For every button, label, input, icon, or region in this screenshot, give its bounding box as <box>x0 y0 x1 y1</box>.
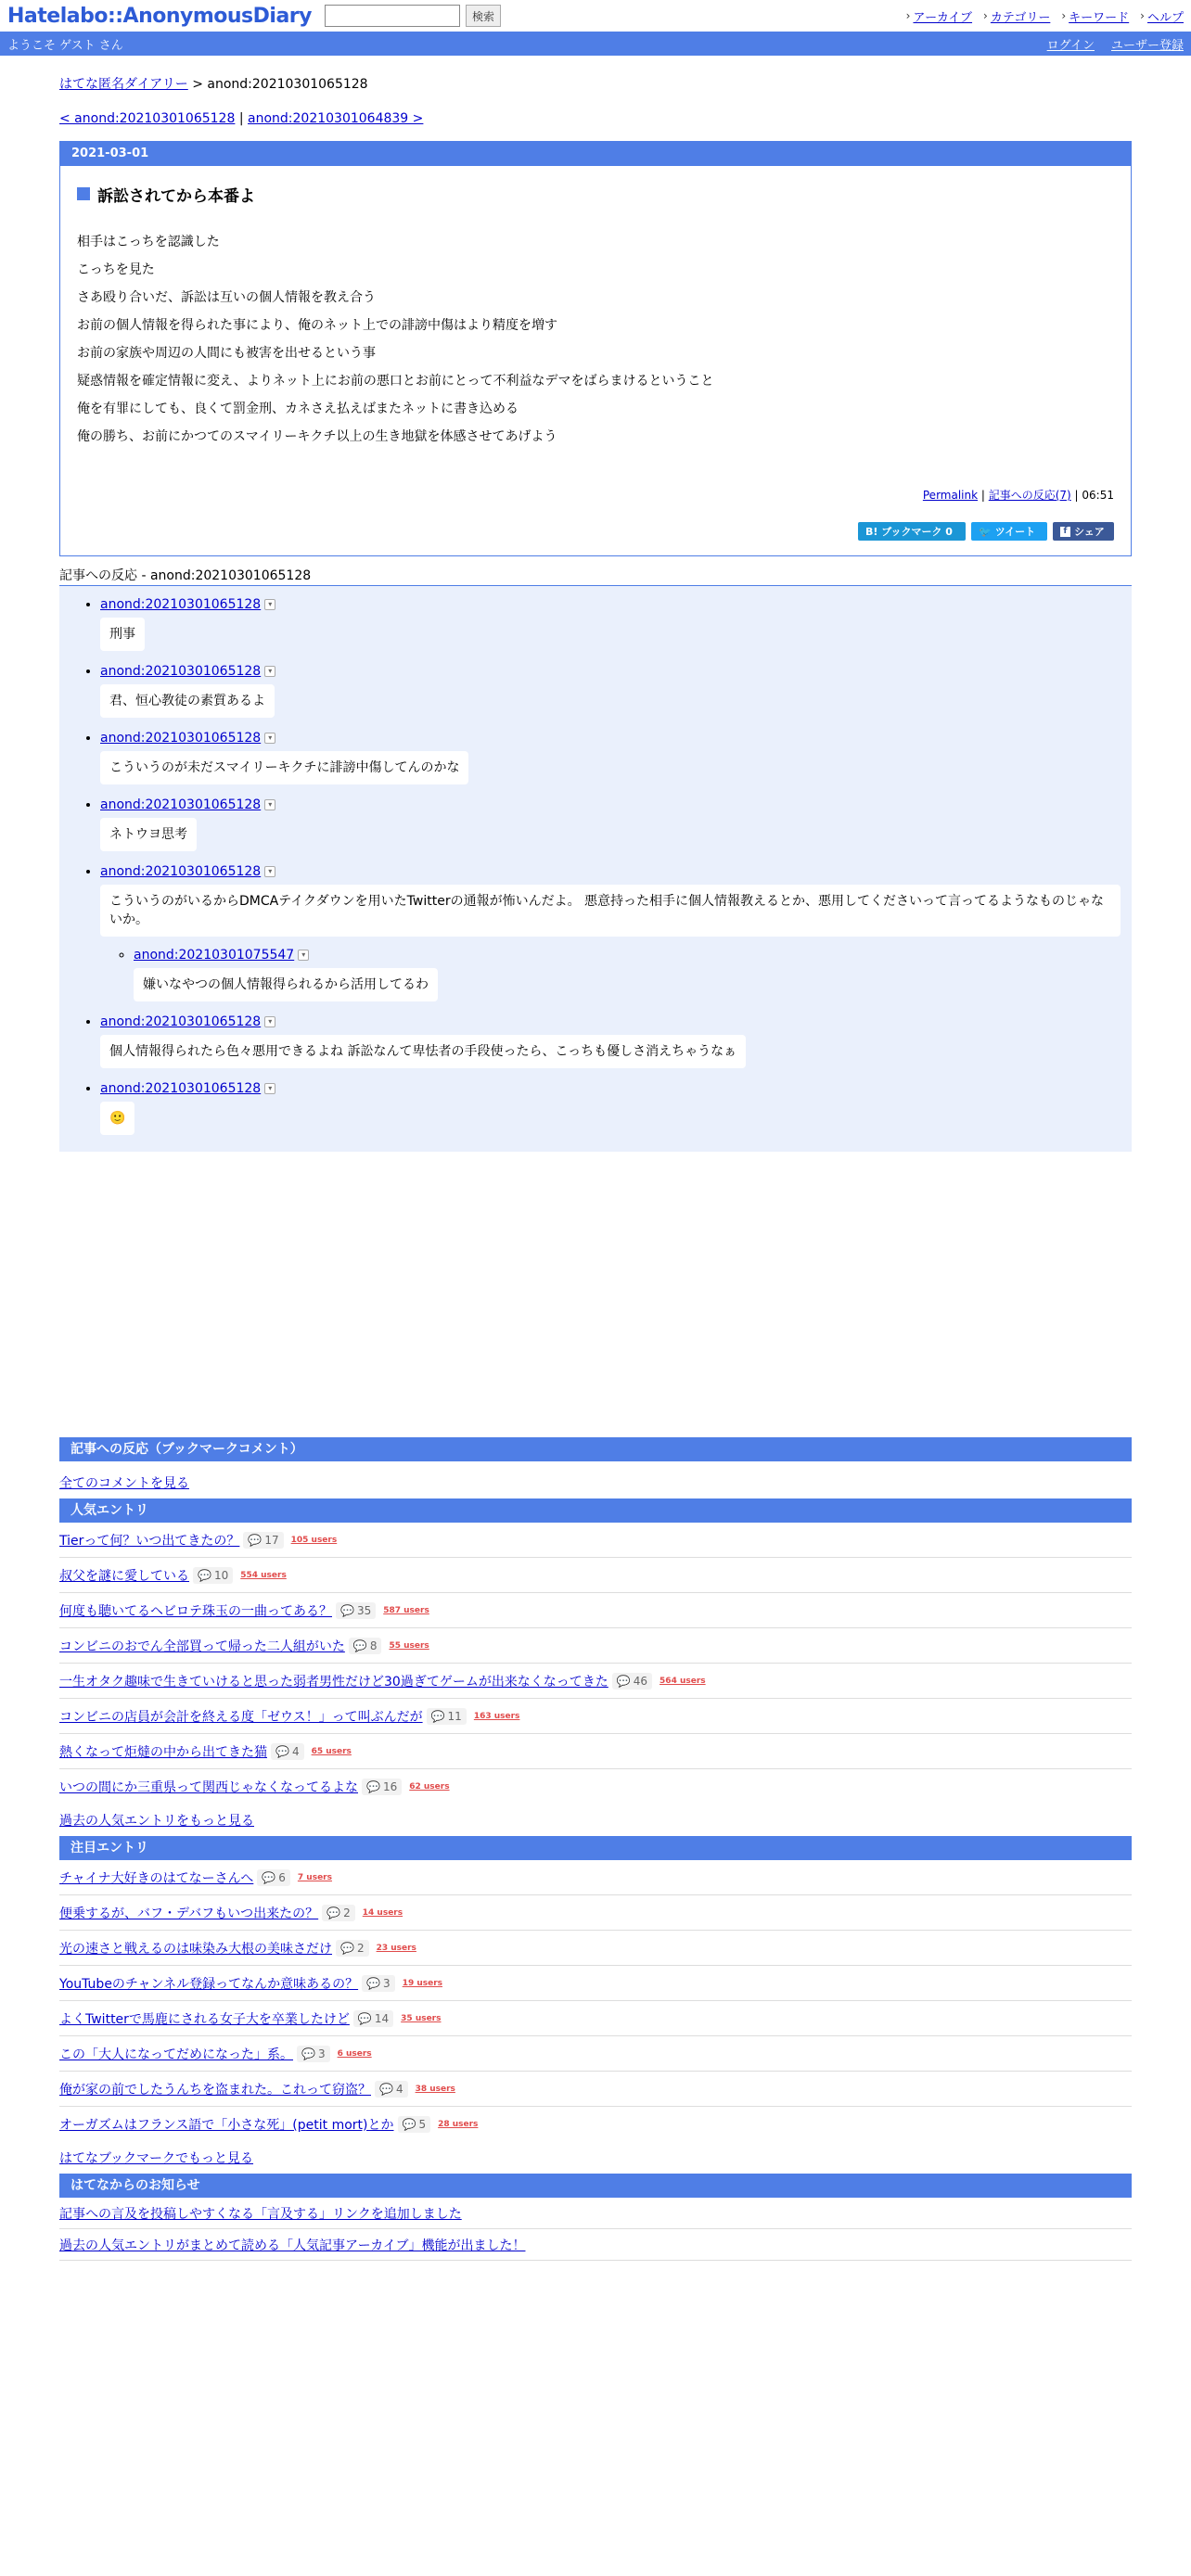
entry-time: 06:51 <box>1082 489 1114 502</box>
bookmark-users-badge[interactable]: 35 users <box>401 2013 442 2023</box>
speech-bubble-icon: 💬 <box>430 1709 445 1723</box>
bookmark-users-badge[interactable]: 6 users <box>337 2048 372 2059</box>
chevron-right-icon: › <box>983 9 988 22</box>
nav-help-link[interactable]: ヘルプ <box>1146 10 1184 25</box>
nav-keyword[interactable] <box>1061 7 1129 25</box>
chevron-down-icon[interactable]: ▾ <box>264 733 275 744</box>
comment-count-value: 2 <box>356 1941 365 1955</box>
speech-bubble-icon: 💬 <box>327 1906 341 1919</box>
news-link[interactable]: 過去の人気エントリがまとめて読める「人気記事アーカイブ」機能が出ました！ <box>59 2238 526 2253</box>
bookmark-users-badge[interactable]: 14 users <box>362 1907 403 1918</box>
attention-entries-heading: 注目エントリ <box>59 1836 1132 1860</box>
comment-count-value: 4 <box>291 1744 300 1758</box>
entry-row <box>59 1860 1132 1895</box>
speech-bubble-icon: 💬 <box>340 1603 354 1617</box>
comment-count-value: 16 <box>382 1780 398 1793</box>
entry-line: お前の個人情報を得られた事により、俺のネット上での誹謗中傷はより精度を増す <box>77 318 557 333</box>
tweet-button[interactable] <box>971 522 1047 541</box>
entry-row <box>59 1769 1132 1804</box>
comment-count-value: 3 <box>317 2047 326 2060</box>
comment-count-value: 35 <box>356 1603 372 1617</box>
comment-count[interactable] <box>322 1905 355 1921</box>
entry-link[interactable]: 叔父を謎に愛している <box>59 1568 189 1584</box>
news-item <box>59 2229 1132 2261</box>
reaction-text: ネトウヨ思考 <box>100 818 197 851</box>
reaction-link[interactable]: • anond:20210301065128 <box>100 664 262 679</box>
breadcrumb-home[interactable]: はてな匿名ダイアリー <box>59 77 188 92</box>
entry-line: さあ殴り合いだ、訴訟は互いの個人情報を教え合う <box>77 290 376 305</box>
entry-row <box>59 1734 1132 1769</box>
entry-row <box>59 1931 1132 1966</box>
bookmark-users-badge[interactable]: 62 users <box>409 1782 450 1792</box>
reactions-panel <box>59 586 1132 1152</box>
bookmark-users-badge[interactable]: 28 users <box>438 2120 479 2129</box>
breadcrumb-sep: > <box>187 77 208 92</box>
entry-row <box>59 1628 1132 1664</box>
chevron-down-icon[interactable]: ▾ <box>264 666 275 677</box>
comment-count-value: 3 <box>383 1976 391 1990</box>
comment-count[interactable] <box>362 1779 402 1795</box>
entry-footer: Permalink | 記事への反応(7) | 06:51 <box>922 489 1114 502</box>
entry-link[interactable]: オーガズムはフランス語で「小さな死」(petit mort)とか <box>59 2118 394 2133</box>
entry-pager <box>59 111 1132 130</box>
bookmark-users-badge[interactable]: 564 users <box>660 1676 706 1686</box>
speech-bubble-icon: 💬 <box>352 1639 367 1652</box>
reaction-text: 🙂 <box>100 1102 134 1135</box>
reaction-link[interactable]: ◦ anond:20210301075547 <box>134 948 295 963</box>
entry-link[interactable]: コンビニの店員が会計を終える度「ゼウス！」って叫ぶんだが <box>59 1709 423 1725</box>
reaction-link[interactable]: • anond:20210301065128 <box>100 731 262 746</box>
reaction-link[interactable]: • anond:20210301065128 <box>100 797 262 812</box>
popular-entries-list <box>59 1523 1132 1804</box>
prev-entry-link[interactable]: < anond:20210301065128 <box>59 111 236 126</box>
all-comments-link[interactable]: 全てのコメントを見る <box>59 1476 189 1491</box>
speech-bubble-icon: 💬 <box>616 1674 631 1688</box>
entry-link[interactable]: よくTwitterで馬鹿にされる女子大を卒業したけど <box>59 2011 350 2027</box>
entry-title <box>77 183 1131 205</box>
comment-count[interactable] <box>243 1532 283 1549</box>
comment-count-value: 2 <box>343 1906 351 1919</box>
chevron-down-icon[interactable]: ▾ <box>264 1016 275 1027</box>
speech-bubble-icon: 💬 <box>366 1780 380 1793</box>
attention-entries-list <box>59 1860 1132 2142</box>
reaction-item <box>100 796 1132 851</box>
bookmark-users-badge[interactable]: 38 users <box>415 2084 455 2094</box>
site-logo[interactable]: Hatelabo::AnonymousDiary <box>7 4 312 28</box>
reaction-text: 刑事 <box>100 618 145 651</box>
comment-count-value: 46 <box>633 1674 648 1688</box>
speech-bubble-icon: 💬 <box>275 1744 289 1758</box>
entry-row <box>59 1558 1132 1593</box>
entry-link[interactable]: 光の速さと戦えるのは味染み大根の美味さだけ <box>59 1941 332 1957</box>
nav-archive-link[interactable]: アーカイブ <box>913 10 973 25</box>
speech-bubble-icon: 💬 <box>402 2118 416 2131</box>
diary-entry <box>59 141 1132 556</box>
comment-count-value: 5 <box>418 2118 427 2131</box>
entry-link[interactable]: 熱くなって炬燵の中から出てきた猫 <box>59 1744 267 1760</box>
comment-count[interactable] <box>612 1673 652 1690</box>
entry-link[interactable]: Tierって何？いつ出てきたの？ <box>59 1533 240 1549</box>
entry-line: 疑惑情報を確定情報に変え、よりネット上にお前の悪口とお前にとって不利益なデマをばらまけるということ <box>77 374 714 389</box>
global-nav <box>906 7 1184 25</box>
speech-bubble-icon: 💬 <box>262 1870 276 1884</box>
comment-count[interactable] <box>362 1975 395 1992</box>
entry-line: 俺を有罪にしても、良くて罰金刑、カネさえ払えばまたネットに書き込める <box>77 402 519 416</box>
entry-line: 俺の勝ち、お前にかつてのスマイリーキクチ以上の生き地獄を体感させてあげよう <box>77 429 557 444</box>
pager-sep: | <box>235 111 249 126</box>
comment-count-value: 11 <box>447 1709 462 1723</box>
entry-line: こっちを見た <box>77 262 155 277</box>
speech-bubble-icon: 💬 <box>357 2011 372 2025</box>
entry-date: 2021-03-01 <box>60 142 1131 166</box>
welcome-text: ようこそ ゲスト さん <box>7 38 123 53</box>
square-bullet-icon <box>77 187 90 200</box>
speech-bubble-icon: 💬 <box>301 2047 315 2060</box>
bookmark-users-badge[interactable]: 587 users <box>383 1605 429 1615</box>
breadcrumb-current: anond:20210301065128 <box>207 77 368 92</box>
next-entry-link[interactable]: anond:20210301064839 > <box>248 111 424 126</box>
hatena-bookmark-button[interactable]: B! ブックマーク 0 <box>858 522 966 541</box>
sub-reactions-list <box>100 946 1132 1001</box>
comment-count[interactable] <box>271 1743 304 1760</box>
nav-archive[interactable] <box>906 7 972 25</box>
comment-count[interactable] <box>297 2046 330 2062</box>
entry-link[interactable]: チャイナ大好きのはてなーさんへ <box>59 1870 254 1886</box>
speech-bubble-icon: 💬 <box>340 1941 354 1955</box>
welcome-bar <box>0 32 1191 56</box>
reaction-item <box>100 662 1132 718</box>
attention-more-link[interactable]: はてなブックマークでもっと見る <box>59 2151 254 2166</box>
popular-more-link[interactable]: 過去の人気エントリをもっと見る <box>59 1814 254 1829</box>
search-input[interactable] <box>325 5 460 27</box>
reaction-item <box>100 1013 1132 1068</box>
sub-reaction-item <box>134 946 1132 1001</box>
reaction-item <box>100 729 1132 784</box>
share-label: シェア <box>1074 526 1105 538</box>
comment-count[interactable] <box>375 2081 408 2098</box>
entry-body <box>77 233 1131 455</box>
popular-more-row <box>59 1804 1132 1836</box>
entry-link[interactable]: 俺が家の前でしたうんちを盗まれた。これって窃盗？ <box>59 2082 371 2098</box>
news-link[interactable]: 記事への言及を投稿しやすくなる「言及する」リンクを追加しました <box>59 2206 462 2222</box>
speech-bubble-icon: 💬 <box>198 1568 211 1582</box>
chevron-down-icon[interactable]: ▾ <box>264 866 275 877</box>
entry-row <box>59 1699 1132 1734</box>
news-heading: はてなからのお知らせ <box>59 2174 1132 2198</box>
entry-row <box>59 1664 1132 1699</box>
permalink[interactable]: Permalink <box>922 489 979 502</box>
chevron-right-icon: › <box>1061 9 1067 22</box>
reaction-text: 嫌いなやつの個人情報得られるから活用してるわ <box>134 968 438 1001</box>
comment-count-value: 6 <box>278 1870 286 1884</box>
all-comments-row <box>59 1467 1132 1498</box>
reaction-item <box>100 1079 1132 1135</box>
chevron-right-icon: › <box>1140 9 1145 22</box>
reactions-list <box>59 595 1132 1135</box>
twitter-bird-icon: 🐦 <box>979 525 992 538</box>
reaction-link[interactable]: • anond:20210301065128 <box>100 1014 262 1029</box>
bookmark-users-badge[interactable]: 554 users <box>240 1570 287 1580</box>
reaction-text: 個人情報得られたら色々悪用できるよね 訴訟なんて卑怯者の手段使ったら、こっちも優しさ消えちゃうなぁ <box>100 1035 746 1068</box>
entry-link[interactable]: コンビニのおでん全部買って帰った二人組がいた <box>59 1639 345 1654</box>
login-link[interactable]: ログイン <box>1046 38 1095 53</box>
chevron-down-icon[interactable]: ▾ <box>298 950 309 961</box>
reaction-link[interactable]: • anond:20210301065128 <box>100 864 262 879</box>
breadcrumb <box>59 74 1132 93</box>
news-item <box>59 2198 1132 2229</box>
bookmark-users-badge[interactable]: 55 users <box>389 1640 429 1651</box>
chevron-right-icon: › <box>905 9 911 22</box>
entry-link[interactable]: 何度も聴いてるヘビロテ珠玉の一曲ってある？ <box>59 1603 332 1619</box>
entry-row <box>59 2072 1132 2107</box>
comment-count[interactable] <box>257 1869 290 1886</box>
reaction-item <box>100 595 1132 651</box>
comment-count-value: 8 <box>369 1639 378 1652</box>
entry-row <box>59 1895 1132 1931</box>
reaction-link[interactable]: • anond:20210301065128 <box>100 1081 262 1096</box>
entry-row <box>59 1523 1132 1558</box>
comment-count[interactable] <box>349 1638 382 1654</box>
entry-link[interactable]: 便乗するが、バフ・デバフもいつ出来たの？ <box>59 1906 319 1921</box>
comment-count[interactable] <box>427 1708 467 1725</box>
reaction-text: こういうのがいるからDMCAテイクダウンを用いたTwitterの通報が怖いんだよ。 悪意持った相手に個人情報教えるとか、悪用してくださいって言ってるようなものじゃないか。 <box>100 885 1121 937</box>
blank-spacer <box>59 1152 1132 1437</box>
entry-link[interactable]: いつの間にか三重県って関西じゃなくなってるよな <box>59 1780 358 1795</box>
reactions-link[interactable]: 記事への反応(7) <box>988 489 1071 502</box>
reactions-heading: 記事への反応 - anond:20210301065128 <box>59 566 1132 586</box>
entry-link[interactable]: この「大人になってだめになった」系。 <box>59 2047 293 2062</box>
facebook-share-button[interactable] <box>1053 522 1114 541</box>
facebook-icon: f <box>1060 527 1070 537</box>
search-button[interactable]: 検索 <box>466 5 501 27</box>
share-buttons <box>858 522 1114 541</box>
chevron-down-icon[interactable]: ▾ <box>264 1083 275 1094</box>
bookmark-comments-heading: 記事への反応（ブックマークコメント） <box>59 1437 1132 1461</box>
reaction-text: 君、恒心教徒の素質あるよ <box>100 684 275 718</box>
comment-count-value: 4 <box>395 2082 403 2096</box>
nav-keyword-link[interactable]: キーワード <box>1069 10 1130 25</box>
nav-help[interactable] <box>1140 7 1184 25</box>
bookmark-users-badge[interactable]: 7 users <box>297 1872 332 1882</box>
entry-row <box>59 1593 1132 1628</box>
attention-more-row <box>59 2142 1132 2174</box>
comment-count[interactable] <box>336 1602 376 1619</box>
bookmark-users-badge[interactable]: 105 users <box>290 1535 338 1545</box>
reaction-link[interactable]: • anond:20210301065128 <box>100 597 262 612</box>
popular-entries-heading: 人気エントリ <box>59 1498 1132 1523</box>
comment-count-value: 10 <box>213 1568 229 1582</box>
entry-line: お前の家族や周辺の人間にも被害を出せるという事 <box>77 346 376 361</box>
comment-count[interactable] <box>193 1567 233 1584</box>
entry-row <box>59 2107 1132 2142</box>
speech-bubble-icon: 💬 <box>366 1976 381 1990</box>
top-header <box>0 0 1191 32</box>
comment-count-value: 14 <box>374 2011 390 2025</box>
comment-count-value: 17 <box>264 1533 279 1547</box>
chevron-down-icon[interactable]: ▾ <box>264 599 275 610</box>
comment-count[interactable] <box>336 1940 369 1957</box>
speech-bubble-icon: 💬 <box>248 1533 263 1547</box>
bookmark-users-badge[interactable]: 163 users <box>473 1711 520 1721</box>
comment-count[interactable] <box>398 2116 431 2133</box>
entry-row <box>59 2036 1132 2072</box>
entry-link[interactable]: YouTubeのチャンネル登録ってなんか意味あるの？ <box>59 1976 359 1992</box>
bookmark-users-badge[interactable]: 19 users <box>402 1978 443 1988</box>
register-link[interactable]: ユーザー登録 <box>1110 38 1184 53</box>
nav-category[interactable] <box>983 7 1050 25</box>
entry-line: 相手はこっちを認識した <box>77 235 220 249</box>
chevron-down-icon[interactable]: ▾ <box>264 799 275 810</box>
entry-row <box>59 1966 1132 2001</box>
entry-title-text: 訴訟されてから本番よ <box>97 186 255 206</box>
entry-row <box>59 2001 1132 2036</box>
bookmark-users-badge[interactable]: 23 users <box>376 1943 416 1953</box>
main-content <box>59 74 1132 2261</box>
reaction-item <box>100 862 1132 1001</box>
comment-count[interactable] <box>353 2010 393 2027</box>
entry-link[interactable]: 一生オタク趣味で生きていけると思った弱者男性だけど30過ぎてゲームが出来なくなってきた <box>59 1674 608 1690</box>
reaction-text: こういうのが未だスマイリーキクチに誹謗中傷してんのかな <box>100 751 468 784</box>
bookmark-users-badge[interactable]: 65 users <box>311 1746 352 1756</box>
tweet-label: ツイート <box>994 526 1036 538</box>
nav-category-link[interactable]: カテゴリー <box>990 10 1051 25</box>
speech-bubble-icon: 💬 <box>379 2082 393 2096</box>
